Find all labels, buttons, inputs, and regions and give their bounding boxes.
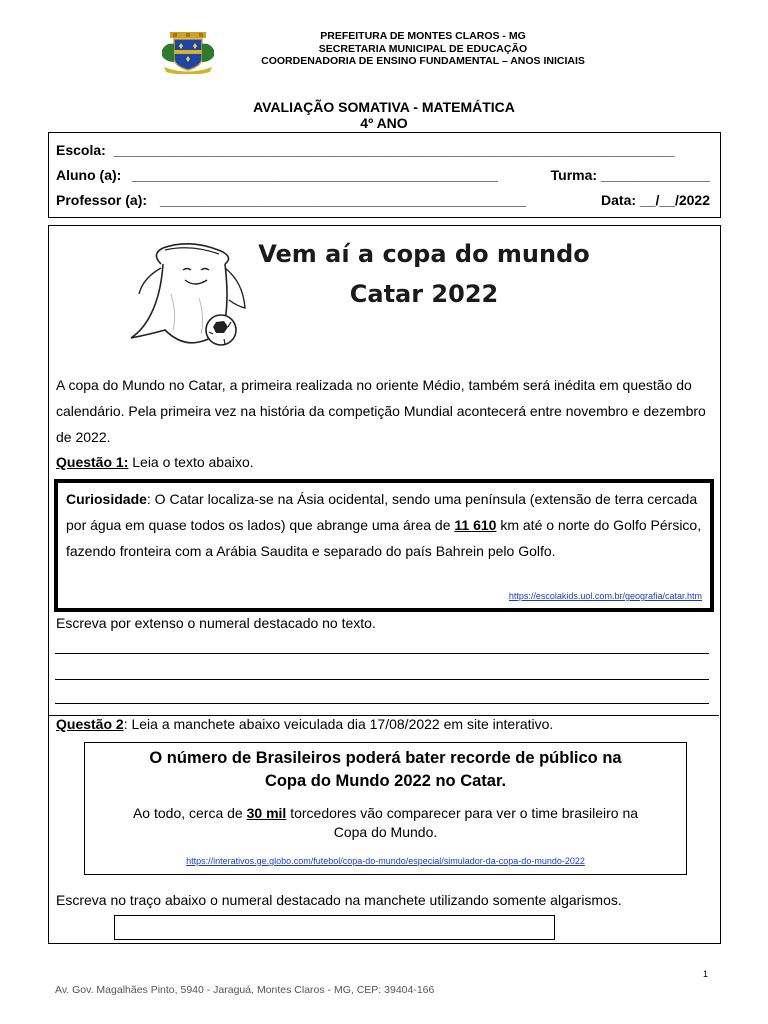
headline-body-a: Ao todo, cerca de [132, 805, 247, 821]
intro-paragraph: A copa do Mundo no Catar, a primeira realizada no oriente Médio, também será inédita em questão do calendário. Pela primeira vez na história da competição Mundial acontecerá entre novembro e dezembro de 2022. [56, 377, 706, 445]
professor-field[interactable]: _______________________________________________ [160, 192, 526, 208]
answer-line-1[interactable] [55, 653, 709, 654]
question-2-prompt [56, 714, 553, 734]
escola-label: Escola: [56, 142, 106, 158]
question-2-text: : Leia a manchete abaixo veiculada dia 17/08/2022 em site interativo. [123, 716, 554, 732]
curiosity-box [54, 479, 714, 612]
exam-content-box [48, 225, 721, 944]
page-number: 1 [703, 969, 709, 979]
header-line-2: SECRETARIA MUNICIPAL DE EDUCAÇÃO [318, 42, 528, 55]
curiosity-highlight-number: 11 610 [454, 517, 497, 533]
headline-highlight-number: 30 mil [246, 805, 287, 821]
headline-line-1: O número de Brasileiros poderá bater recorde de público na [149, 749, 622, 767]
question-1-instruction: Escreva por extenso o numeral destacado no texto. [56, 615, 376, 631]
aluno-row [56, 167, 710, 187]
banner-line-1: Vem aí a copa do mundo [258, 240, 590, 268]
curiosity-text [66, 486, 708, 564]
answer-line-2[interactable] [55, 679, 709, 680]
headline-source-link[interactable]: https://interativos.ge.globo.com/futebol/copa-do-mundo/especial/simulador-da-copa-do-mundo-2022 [186, 856, 585, 866]
escola-row [56, 142, 710, 162]
title-line-1: AVALIAÇÃO SOMATIVA - MATEMÁTICA [253, 99, 515, 115]
professor-label: Professor (a): [56, 192, 148, 208]
answer-box[interactable] [114, 915, 555, 940]
page-header [0, 28, 768, 76]
page-footer: Av. Gov. Magalhães Pinto, 5940 - Jaraguá, Montes Claros - MG, CEP: 39404-166 [55, 984, 435, 996]
answer-line-3[interactable] [55, 703, 709, 704]
data-field[interactable]: __/__/2022 [639, 192, 710, 208]
curiosity-text-a: : O Catar localiza-se na Ásia ocidental, sendo uma península (extensão de terra cercada por água em quase todos os lados) que abrange uma área de [66, 491, 698, 533]
header-line-3: COORDENADORIA DE ENSINO FUNDAMENTAL – ANOS INICIAIS [261, 55, 585, 67]
question-1-text: Leia o texto abaixo. [128, 454, 254, 470]
headline-body-b: torcedores vão comparecer para ver o time brasileiro na [286, 805, 639, 821]
world-cup-banner [234, 234, 614, 314]
headline-line-2: Copa do Mundo 2022 no Catar. [264, 772, 507, 790]
headline-body [85, 804, 686, 842]
headline-box [84, 742, 687, 875]
world-cup-mascot-icon [121, 234, 251, 352]
curiosity-source-link[interactable]: https://escolakids.uol.com.br/geografia/catar.htm [508, 591, 702, 601]
aluno-field[interactable]: _______________________________________________ [132, 167, 498, 183]
headline-title [85, 747, 686, 793]
header-line-1: PREFEITURA DE MONTES CLAROS - MG [320, 30, 526, 42]
banner-line-2: Catar 2022 [349, 280, 499, 308]
escola-field[interactable]: ________________________________________________________________________ [114, 142, 675, 158]
question-1-label: Questão 1: [56, 454, 129, 470]
curiosity-text-b: km até o norte do Golfo Pérsico, fazendo fronteira com a Arábia Saudita e separado do país Bahrein pelo Golfo. [66, 517, 702, 559]
professor-row [56, 192, 710, 212]
identification-box [48, 132, 721, 218]
aluno-label: Aluno (a): [56, 167, 122, 183]
headline-body-line-2: Copa do Mundo. [333, 824, 438, 840]
page-title [0, 99, 768, 131]
municipal-crest-icon [160, 32, 216, 74]
turma-field[interactable]: ______________ [600, 167, 710, 183]
turma-label: Turma: [550, 167, 598, 183]
title-line-2: 4º ANO [360, 115, 408, 131]
data-label: Data: [601, 192, 637, 208]
question-1-prompt [56, 449, 254, 475]
curiosity-label: Curiosidade [66, 491, 147, 507]
question-2-instruction: Escreva no traço abaixo o numeral destacado na manchete utilizando somente algarismos. [56, 892, 622, 908]
question-2-label: Questão 2 [56, 716, 124, 732]
